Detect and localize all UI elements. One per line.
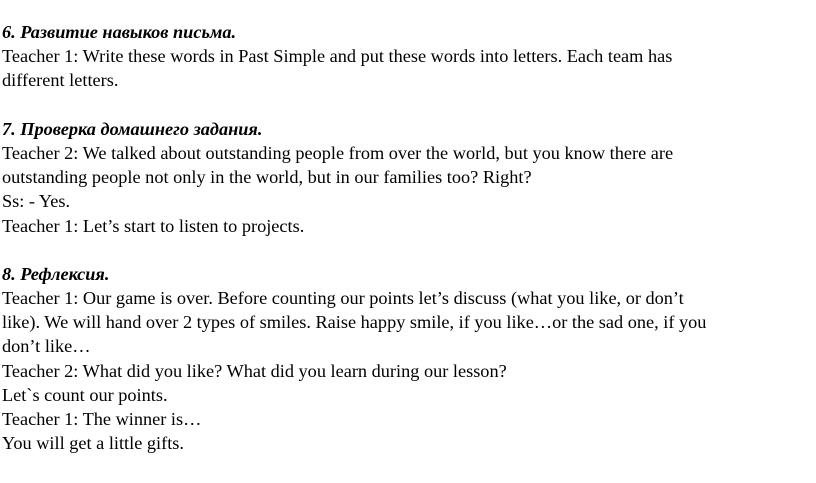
text-line: Teacher 1: Our game is over. Before counting our points let’s discuss (what you like, or don’t — [2, 288, 684, 309]
section-heading-writing: 6. Развитие навыков письма. — [2, 22, 237, 42]
text-line: Let`s count our points. — [2, 384, 168, 405]
text-line: don’t like… — [2, 336, 91, 357]
text-line: outstanding people not only in the world, but in our families too? Right? — [2, 167, 532, 188]
blank-line — [2, 238, 816, 262]
text-line: Teacher 1: The winner is… — [2, 409, 202, 429]
text-line: like). We will hand over 2 types of smiles. Raise happy smile, if you like…or the sad one, if you — [2, 312, 707, 333]
text-line: You will get a little gifts. — [2, 433, 184, 454]
text-line: Teacher 1: Let’s start to listen to projects. — [2, 215, 305, 236]
text-line: Teacher 2: What did you like? What did you learn during our lesson? — [2, 360, 507, 381]
section-heading-homework: 7. Проверка домашнего задания. — [2, 118, 263, 139]
text-line: Teacher 1: Write these words in Past Simple and put these words into letters. Each team has — [2, 46, 673, 67]
text-line: Teacher 2: We talked about outstanding people from over the world, but you know there are — [2, 142, 674, 163]
text-line: Ss: - Yes. — [2, 191, 71, 212]
section-heading-reflection: 8. Рефлексия. — [2, 263, 110, 284]
text-line: different letters. — [2, 70, 119, 91]
blank-line — [2, 93, 816, 117]
